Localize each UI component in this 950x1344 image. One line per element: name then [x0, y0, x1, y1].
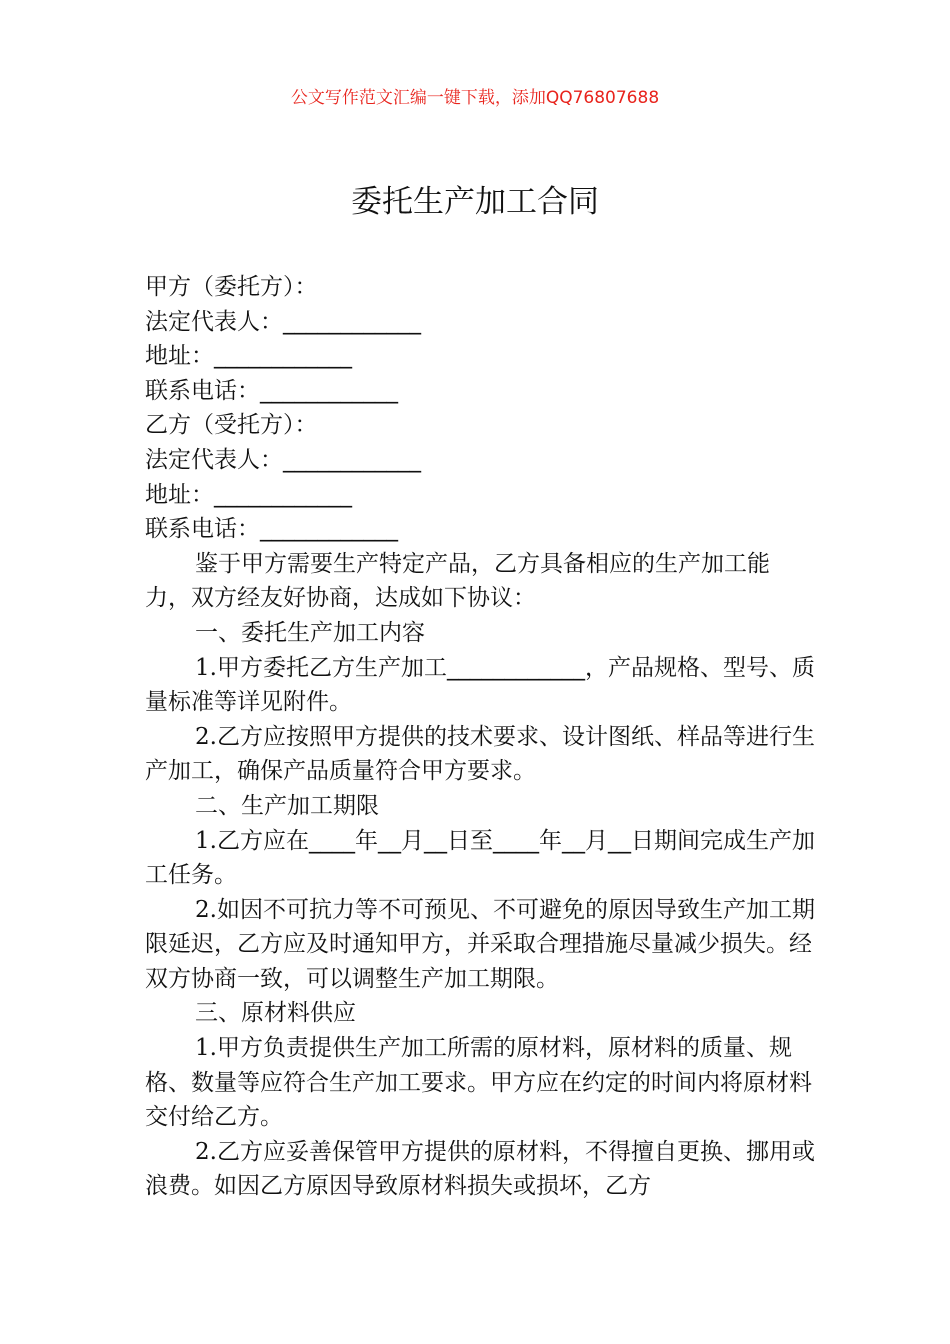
clause-number: 2.: [195, 723, 217, 750]
contract-body: [145, 270, 815, 1204]
clause-number: 2.: [195, 896, 217, 923]
clause-number: 1.: [195, 654, 217, 681]
clause-number: 1.: [195, 827, 217, 854]
clause-text: 如因不可抗力等不可预见、不可避免的原因导致生产加工期限延迟，乙方应及时通知甲方，并采取合理措施尽量减少损失。经双方协商一致，可以调整生产加工期限。: [145, 896, 815, 992]
party-b-phone: 联系电话：____________: [145, 516, 398, 543]
contract-title: 委托生产加工合同: [351, 184, 599, 220]
party-b-address: 地址：____________: [145, 481, 352, 508]
party-a-address: 地址：____________: [145, 343, 352, 370]
clause-paragraph: [145, 893, 815, 997]
clause-text: 甲方委托乙方生产加工____________，产品规格、型号、质量标准等详见附件。: [145, 654, 815, 716]
party-a-representative: 法定代表人：____________: [145, 308, 421, 335]
download-banner: 公文写作范文汇编一键下载，添加QQ76807688: [290, 88, 660, 108]
clause-number: 2.: [195, 1138, 217, 1165]
clause-paragraph: [145, 1031, 815, 1135]
clause-paragraph: [145, 651, 815, 720]
clause-number: 1.: [195, 1035, 217, 1062]
clause-text: 乙方应按照甲方提供的技术要求、设计图纸、样品等进行生产加工，确保产品质量符合甲方要求。: [145, 723, 815, 785]
clause-paragraph: [145, 720, 815, 789]
clause-text: 乙方应妥善保管甲方提供的原材料，不得擅自更换、挪用或浪费。如因乙方原因导致原材料损失或损坏，乙方: [145, 1138, 815, 1200]
clause-text: 乙方应在____年__月__日至____年__月__日期间完成生产加工任务。: [145, 827, 815, 889]
section-heading: 二、生产加工期限: [195, 792, 379, 819]
party-a-phone: 联系电话：____________: [145, 377, 398, 404]
party-b-representative: 法定代表人：____________: [145, 446, 421, 473]
preamble-paragraph: 鉴于甲方需要生产特定产品，乙方具备相应的生产加工能力，双方经友好协商，达成如下协议：: [145, 550, 770, 612]
party-a-label: 甲方（委托方）：: [145, 274, 318, 300]
clause-paragraph: [145, 824, 815, 893]
section-heading: 一、委托生产加工内容: [195, 619, 425, 646]
section-heading: 三、原材料供应: [195, 1000, 356, 1027]
clause-text: 甲方负责提供生产加工所需的原材料，原材料的质量、规格、数量等应符合生产加工要求。甲方应在约定的时间内将原材料交付给乙方。: [145, 1035, 812, 1131]
party-b-label: 乙方（受托方）：: [145, 412, 318, 439]
clause-paragraph: [145, 1135, 815, 1204]
